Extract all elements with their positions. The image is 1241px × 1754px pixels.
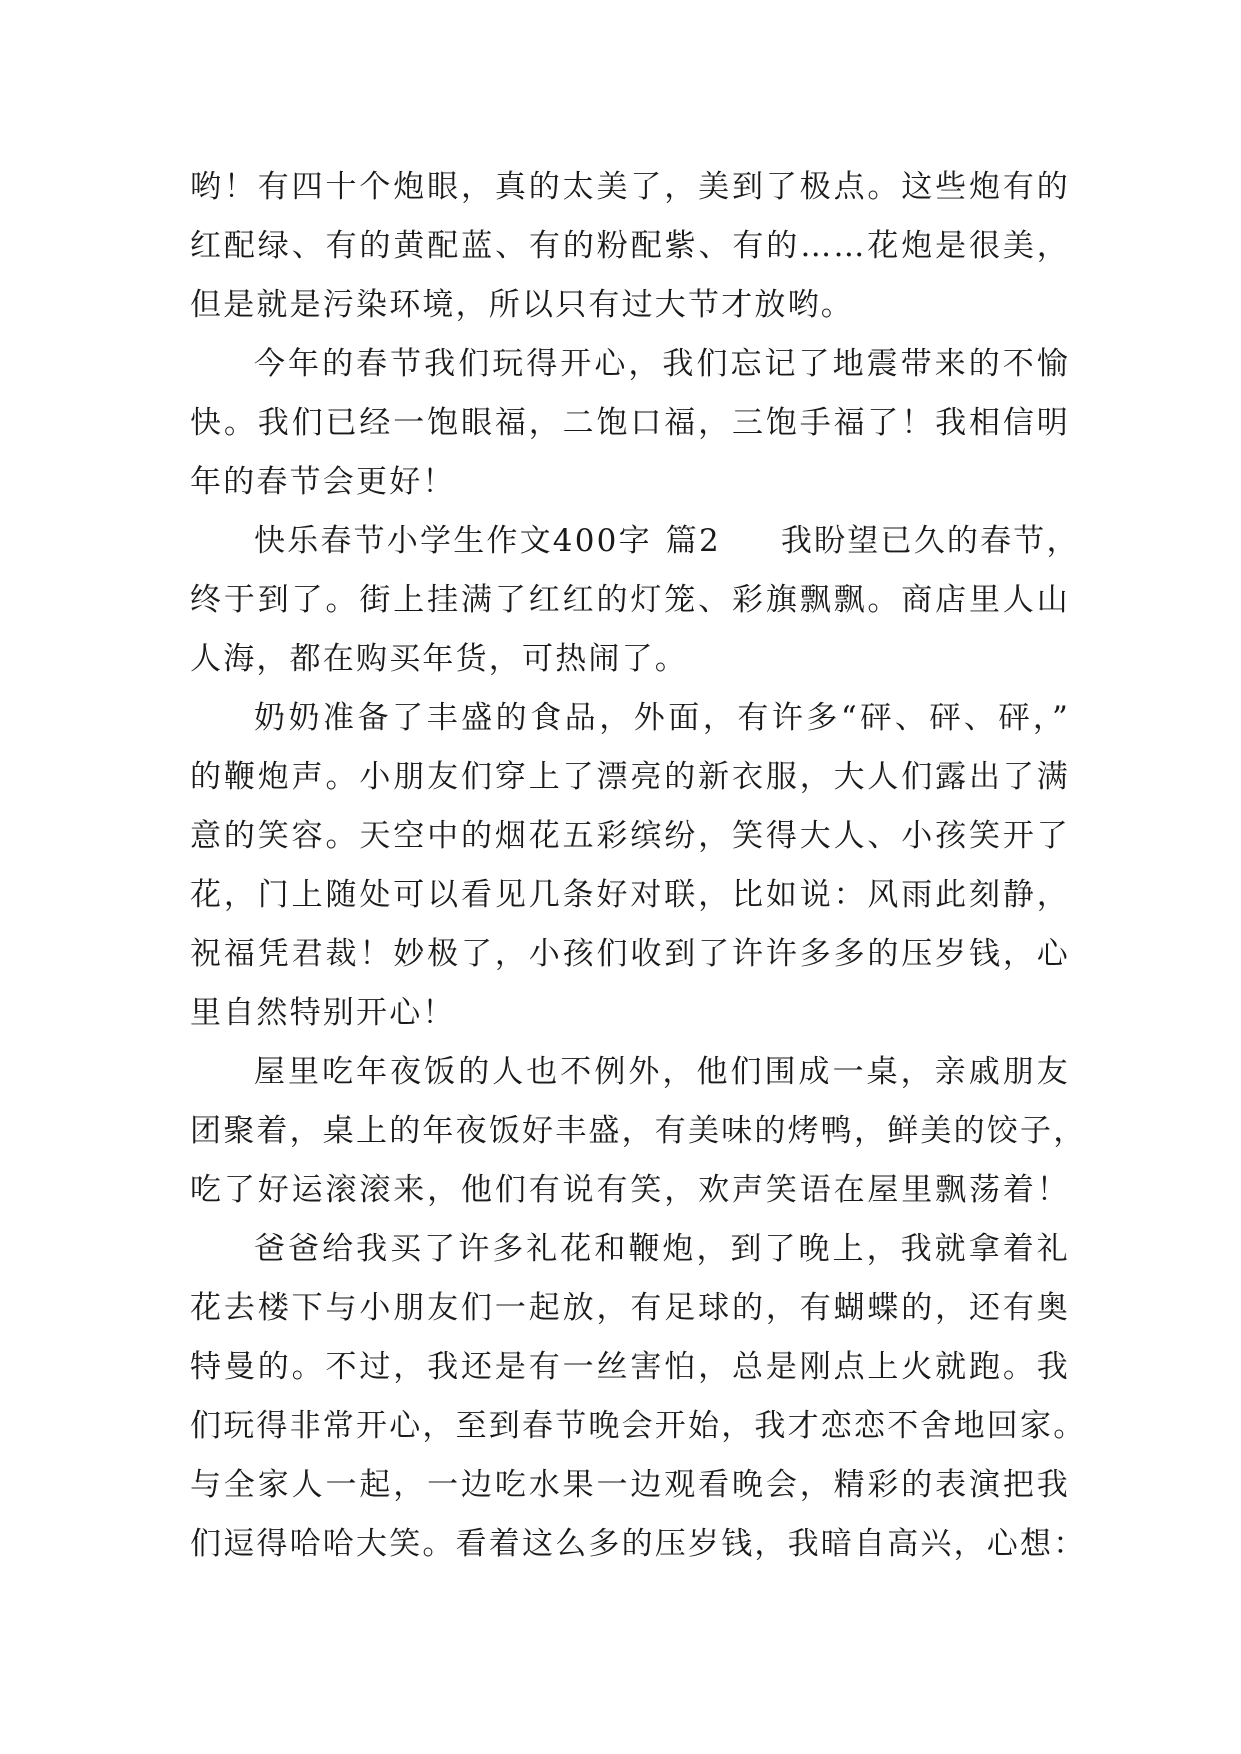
text-line: 意的笑容。天空中的烟花五彩缤纷，笑得大人、小孩笑开了 — [190, 818, 1070, 854]
text-line: 哟！有四十个炮眼，真的太美了，美到了极点。这些炮有的 — [190, 169, 1070, 205]
paragraph — [190, 512, 1080, 689]
text-line: 人海，都在购买年货，可热闹了。 — [190, 641, 688, 677]
paragraph — [190, 158, 1070, 335]
text-line: 年的春节会更好！ — [190, 464, 456, 500]
text-line: 祝福凭君裁！妙极了，小孩们收到了许许多多的压岁钱，心 — [190, 936, 1070, 972]
text-line: 与全家人一起，一边吃水果一边观看晚会，精彩的表演把我 — [190, 1467, 1070, 1503]
paragraph — [190, 1220, 1087, 1574]
article-heading-title: 快乐春节小学生作文400字 — [254, 523, 652, 559]
paragraph — [190, 1043, 1087, 1220]
text-line: 里自然特别开心！ — [190, 995, 456, 1031]
text-line: 的鞭炮声。小朋友们穿上了漂亮的新衣服，大人们露出了满 — [190, 759, 1070, 795]
text-line: 特曼的。不过，我还是有一丝害怕，总是刚点上火就跑。我 — [190, 1349, 1070, 1385]
text-line: 花去楼下与小朋友们一起放，有足球的，有蝴蝶的，还有奥 — [190, 1290, 1070, 1326]
text-line: 花，门上随处可以看见几条好对联，比如说：风雨此刻静， — [190, 877, 1070, 913]
text-line: 们玩得非常开心，至到春节晚会开始，我才恋恋不舍地回家。 — [190, 1408, 1087, 1444]
article-heading-rest: 我盼望已久的春节， — [780, 523, 1080, 559]
text-line: 吃了好运滚滚来，他们有说有笑，欢声笑语在屋里飘荡着！ — [190, 1172, 1070, 1208]
text-line: 爸爸给我买了许多礼花和鞭炮，到了晚上，我就拿着礼 — [254, 1231, 1070, 1267]
paragraph — [190, 335, 1070, 512]
text-line: 今年的春节我们玩得开心，我们忘记了地震带来的不愉 — [254, 346, 1070, 382]
text-line: 奶奶准备了丰盛的食品，外面，有许多“砰、砰、砰，” — [254, 700, 1070, 736]
article-body — [190, 158, 1087, 1574]
article-heading-part: 篇2 — [665, 523, 721, 559]
text-line — [190, 512, 1080, 571]
text-line: 屋里吃年夜饭的人也不例外，他们围成一桌，亲戚朋友 — [254, 1054, 1070, 1090]
text-line: 团聚着，桌上的年夜饭好丰盛，有美味的烤鸭，鲜美的饺子， — [190, 1113, 1087, 1149]
text-line: 终于到了。街上挂满了红红的灯笼、彩旗飘飘。商店里人山 — [190, 582, 1070, 618]
text-line: 快。我们已经一饱眼福，二饱口福，三饱手福了！我相信明 — [190, 405, 1070, 441]
text-line: 红配绿、有的黄配蓝、有的粉配紫、有的……花炮是很美， — [190, 228, 1070, 264]
text-line: 们逗得哈哈大笑。看着这么多的压岁钱，我暗自高兴，心想： — [190, 1526, 1087, 1562]
paragraph — [190, 689, 1070, 1043]
text-line: 但是就是污染环境，所以只有过大节才放哟。 — [190, 287, 854, 323]
